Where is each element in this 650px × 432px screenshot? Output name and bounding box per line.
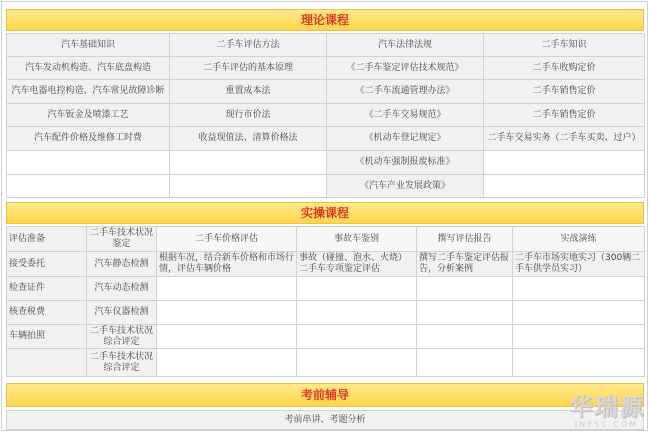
practice-empty-cell bbox=[513, 325, 645, 349]
watermark-cn: 华瑞源 bbox=[569, 393, 644, 421]
theory-section-header bbox=[6, 9, 644, 31]
theory-row bbox=[7, 80, 645, 104]
practice-header: 实战演练 bbox=[513, 227, 645, 252]
theory-cell: 《机动车强制报废标准》 bbox=[327, 151, 484, 175]
practice-inspection: 二手车技术状况综合评定 bbox=[87, 349, 157, 377]
practice-inspection: 汽车静态检测 bbox=[87, 252, 157, 277]
theory-cell bbox=[170, 175, 327, 198]
practice-step: 接受委托 bbox=[7, 252, 87, 277]
theory-row bbox=[7, 127, 645, 151]
theory-row bbox=[7, 104, 645, 127]
practice-empty-cell bbox=[297, 301, 417, 325]
practice-empty-cell bbox=[297, 277, 417, 301]
theory-cell: 汽车发动机构造、汽车底盘构造 bbox=[7, 57, 170, 80]
curriculum-panel bbox=[1, 1, 648, 431]
theory-cell: 现行市价法 bbox=[170, 104, 327, 127]
theory-cell: 《二手车交易规范》 bbox=[327, 104, 484, 127]
theory-cell: 汽车法律法规 bbox=[327, 34, 484, 57]
practice-table bbox=[6, 226, 645, 377]
theory-cell: 《二手车流通管理办法》 bbox=[327, 80, 484, 104]
practice-detail: 根据车况，结合新车价格和市场行情，评估车辆价格 bbox=[157, 252, 297, 277]
practice-inspection: 二手车技术状况鉴定 bbox=[87, 227, 157, 252]
practice-row bbox=[7, 227, 645, 252]
practice-empty-cell bbox=[513, 277, 645, 301]
theory-row bbox=[7, 151, 645, 175]
theory-cell bbox=[170, 151, 327, 175]
watermark-en: JNESC.COM bbox=[574, 420, 639, 429]
practice-empty-cell bbox=[417, 325, 513, 349]
theory-cell bbox=[484, 175, 645, 198]
practice-step: 车辆拍照 bbox=[7, 325, 87, 349]
theory-cell: 二手车销售定价 bbox=[484, 104, 645, 127]
practice-inspection: 汽车仪器检测 bbox=[87, 301, 157, 325]
theory-cell: 二手车销售定价 bbox=[484, 80, 645, 104]
practice-step: 检查证件 bbox=[7, 277, 87, 301]
practice-header: 二手车价格评估 bbox=[157, 227, 297, 252]
exam-title: 考前辅导 bbox=[300, 388, 349, 402]
practice-empty-cell bbox=[297, 325, 417, 349]
theory-cell: 汽车配件价格及维修工时费 bbox=[7, 127, 170, 151]
practice-empty-cell bbox=[417, 349, 513, 377]
theory-cell: 二手车交易实务（二手车买卖、过户） bbox=[484, 127, 645, 151]
practice-empty-cell bbox=[417, 277, 513, 301]
theory-cell: 《汽车产业发展政策》 bbox=[327, 175, 484, 198]
practice-detail: 事故（碰撞、泡水、火烧）二手车专项鉴定评估 bbox=[297, 252, 417, 277]
practice-header: 撰写评估报告 bbox=[417, 227, 513, 252]
practice-title: 实操课程 bbox=[300, 206, 349, 220]
practice-row bbox=[7, 301, 645, 325]
practice-inspection: 二手车技术状况综合评定 bbox=[87, 325, 157, 349]
exam-section-header bbox=[6, 383, 644, 407]
theory-cell: 二手车知识 bbox=[484, 34, 645, 57]
theory-title: 理论课程 bbox=[300, 13, 349, 27]
theory-cell: 二手车评估的基本原理 bbox=[170, 57, 327, 80]
practice-step: 评估准备 bbox=[7, 227, 87, 252]
practice-header: 事故车鉴别 bbox=[297, 227, 417, 252]
theory-cell: 重置成本法 bbox=[170, 80, 327, 104]
practice-detail: 撰写二手车鉴定评估报告，分析案例 bbox=[417, 252, 513, 277]
practice-step: 核查税费 bbox=[7, 301, 87, 325]
theory-cell: 《二手车鉴定评估技术规范》 bbox=[327, 57, 484, 80]
practice-empty-cell bbox=[297, 349, 417, 377]
theory-cell bbox=[7, 151, 170, 175]
practice-empty-cell bbox=[417, 301, 513, 325]
practice-section-header bbox=[6, 202, 644, 224]
theory-cell: 汽车电器电控构造、汽车常见故障诊断 bbox=[7, 80, 170, 104]
practice-row bbox=[7, 252, 645, 277]
practice-row bbox=[7, 277, 645, 301]
practice-empty-cell bbox=[157, 325, 297, 349]
practice-detail: 二手车市场实地实习（300辆二手车供学员实习） bbox=[513, 252, 645, 277]
practice-empty-cell bbox=[513, 349, 645, 377]
practice-step bbox=[7, 349, 87, 377]
practice-inspection: 汽车动态检测 bbox=[87, 277, 157, 301]
practice-empty-cell bbox=[157, 349, 297, 377]
theory-cell: 二手车评估方法 bbox=[170, 34, 327, 57]
watermark-logo bbox=[569, 394, 644, 429]
theory-row bbox=[7, 34, 645, 57]
practice-empty-cell bbox=[513, 301, 645, 325]
theory-cell: 汽车钣金及喷漆工艺 bbox=[7, 104, 170, 127]
exam-content: 考前串讲、考题分析 bbox=[6, 410, 644, 430]
theory-row bbox=[7, 57, 645, 80]
theory-cell: 汽车基础知识 bbox=[7, 34, 170, 57]
theory-cell: 收益现值法、清算价格法 bbox=[170, 127, 327, 151]
theory-cell bbox=[484, 151, 645, 175]
practice-row bbox=[7, 349, 645, 377]
practice-empty-cell bbox=[157, 301, 297, 325]
theory-row bbox=[7, 175, 645, 198]
theory-cell bbox=[7, 175, 170, 198]
theory-cell: 《机动车登记规定》 bbox=[327, 127, 484, 151]
theory-cell: 二手车收购定价 bbox=[484, 57, 645, 80]
practice-row bbox=[7, 325, 645, 349]
theory-table bbox=[6, 33, 645, 198]
practice-empty-cell bbox=[157, 277, 297, 301]
